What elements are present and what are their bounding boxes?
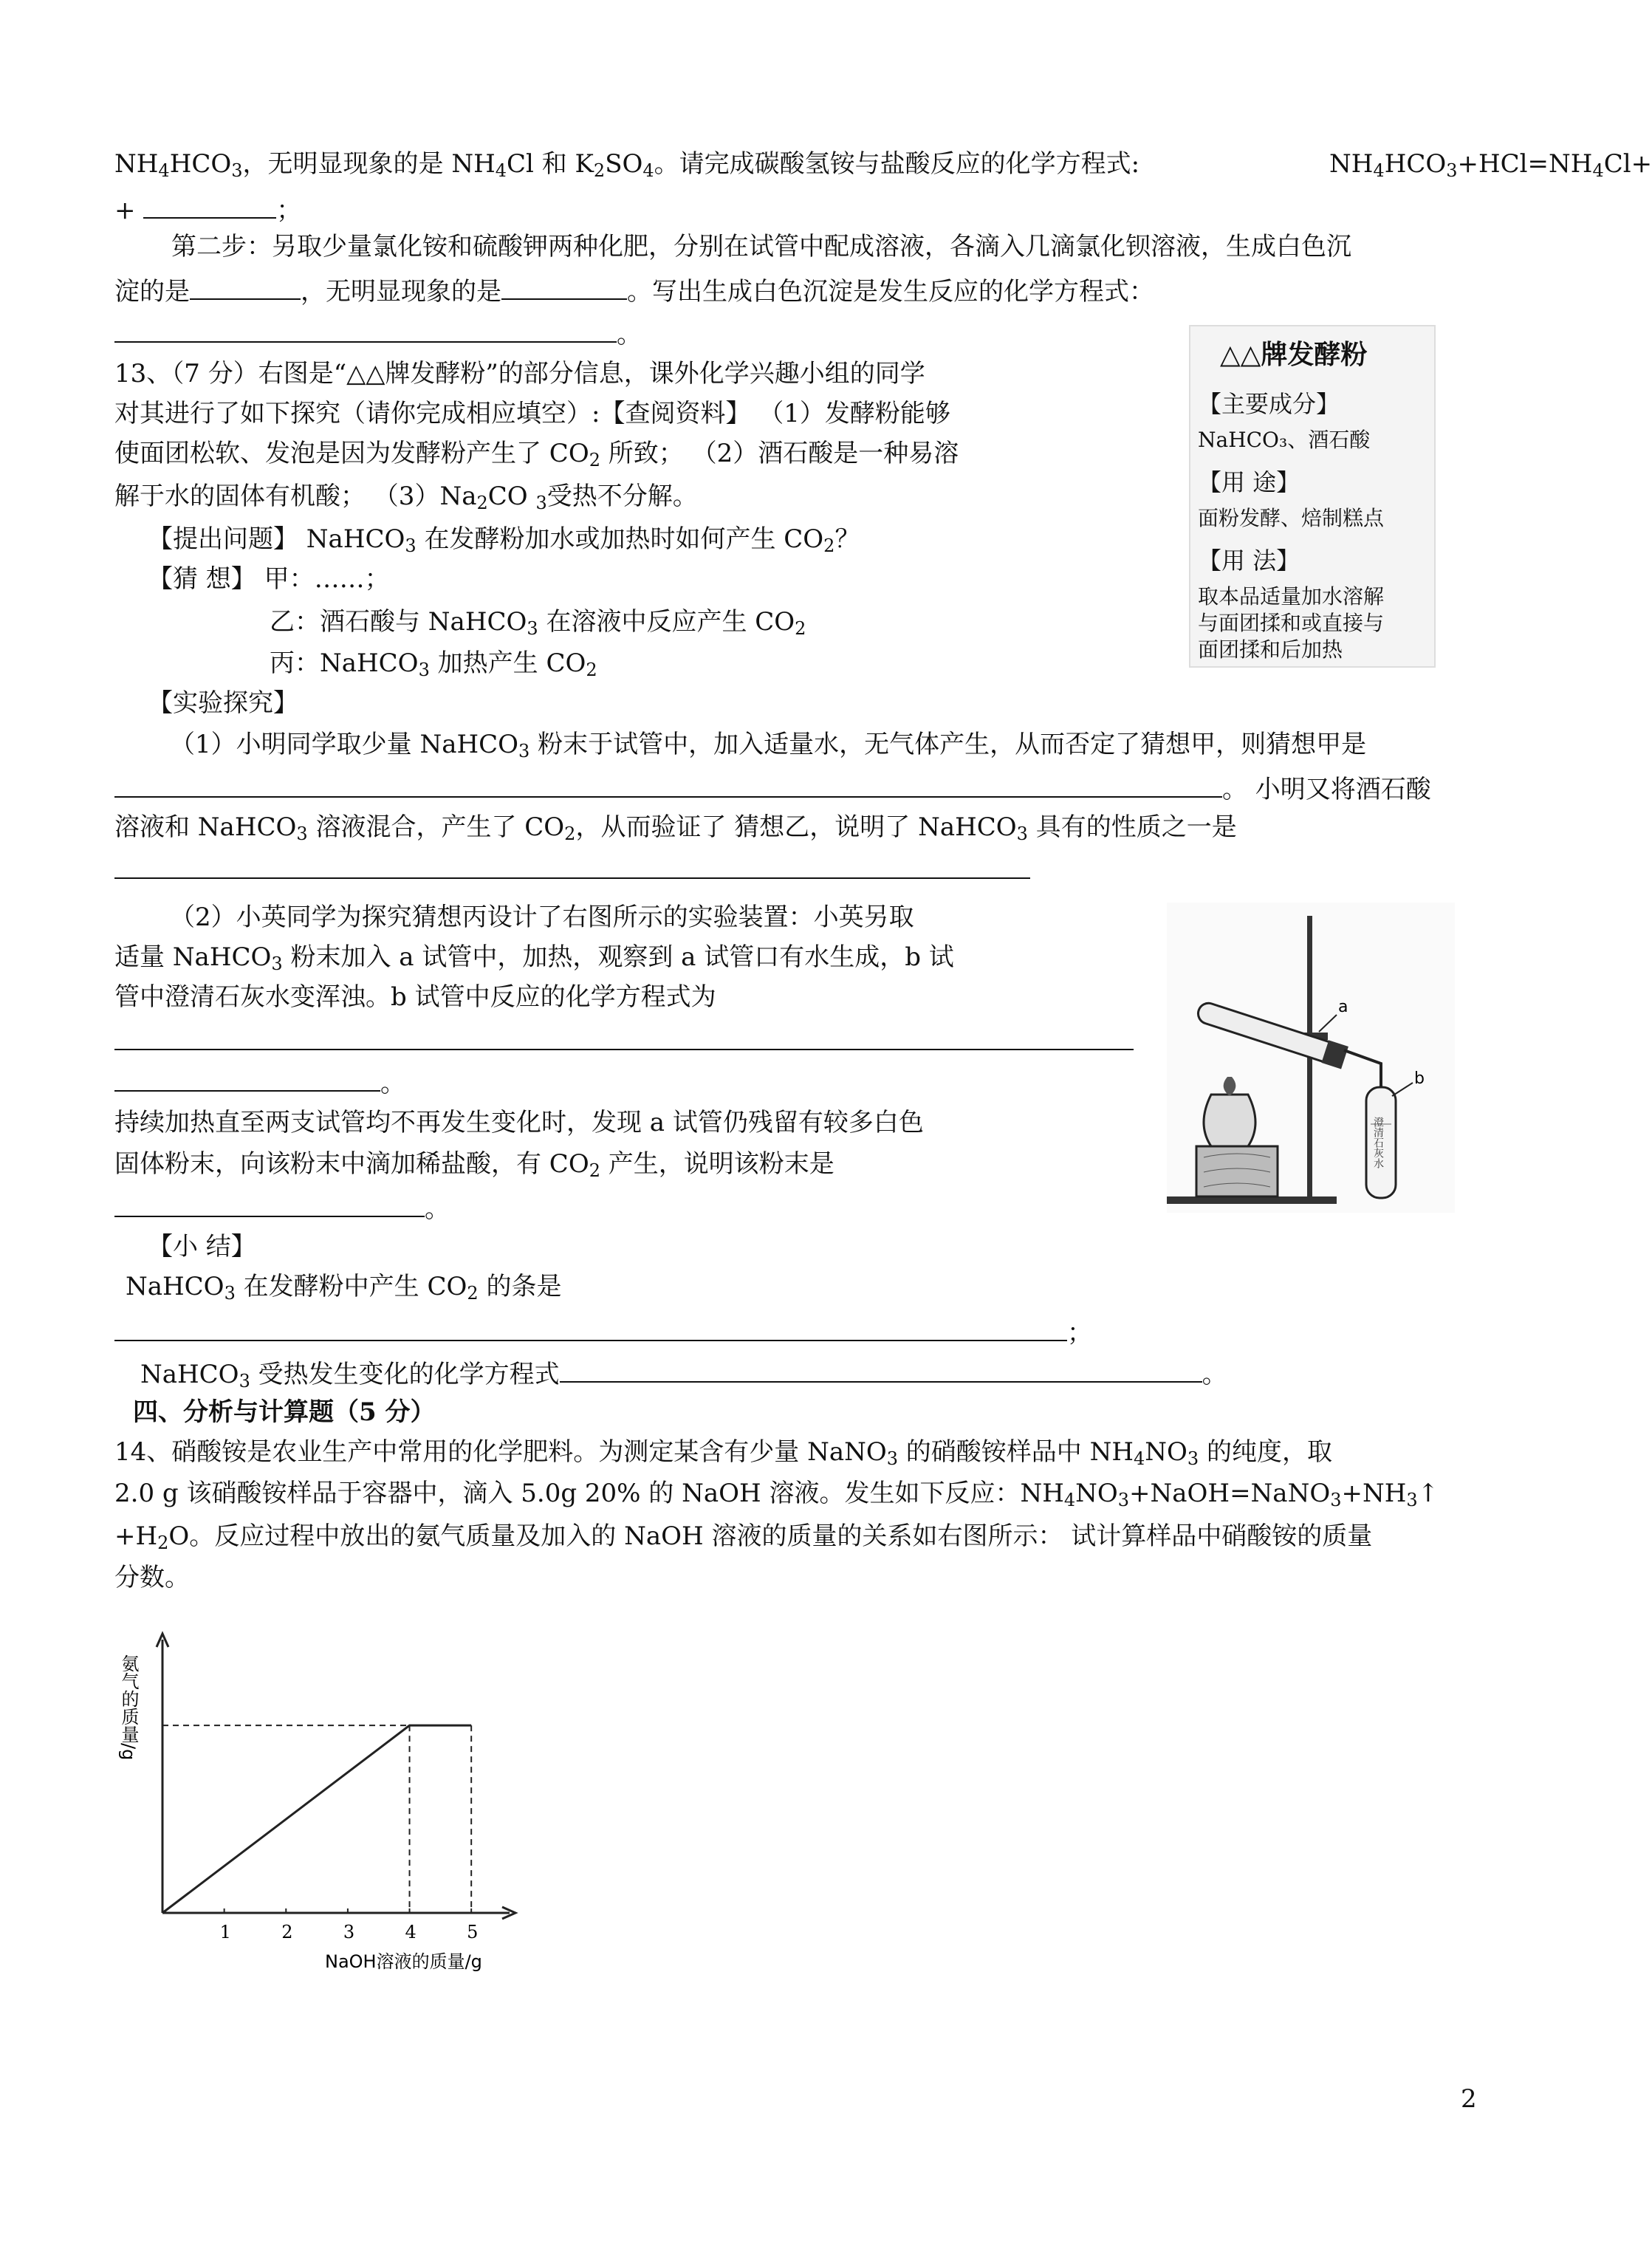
answer-blank[interactable] [114, 1189, 425, 1217]
q13-line25: NaHCO$_3$ 受热发生变化的化学方程式 。 [140, 1355, 1227, 1397]
answer-blank[interactable] [143, 191, 276, 219]
alcohol-lamp [1204, 1095, 1255, 1146]
answer-blank[interactable] [114, 1022, 1134, 1050]
page-number: 2 [1461, 2084, 1477, 2114]
q14-line4: 分数。 [114, 1563, 190, 1592]
q13-line15: 适量 NaHCO$_3$ 粉末加入 a 试管中，加热，观察到 a 试管口有水生成，b 试 [114, 942, 954, 974]
q13-line5: 【提出问题】 NaHCO$_3$ 在发酵粉加水或加热时如何产生 $CO_2$？ [148, 524, 860, 556]
q13-line1: 13、（7 分）右图是“△△牌发酵粉”的部分信息，课外化学兴趣小组的同学 [114, 359, 925, 388]
ammonia-chart-svg [103, 1625, 546, 1979]
answer-blank[interactable] [114, 1064, 380, 1092]
q13-line23: NaHCO$_3$ 在发酵粉中产生 $CO_2$ 的条是 [126, 1272, 562, 1304]
label-use: 面粉发酵、焙制糕点 [1198, 506, 1385, 530]
q13-line11: 。 小明又将酒石酸 [114, 770, 1431, 806]
q13-line16: 管中澄清石灰水变浑浊。b 试管中反应的化学方程式为 [114, 982, 716, 1012]
q13-line24: ； [114, 1313, 1092, 1349]
answer-blank[interactable] [190, 272, 301, 300]
label-b: b [1414, 1069, 1425, 1088]
answer-blank[interactable] [501, 272, 627, 300]
q12-step2-line3: 。 [114, 315, 642, 351]
q14-line3: $+H_2O$。反应过程中放出的氨气质量及加入的 NaOH 溶液的质量的关系如右图所示： 试计算样品中硝酸铵的质量 [114, 1521, 1373, 1553]
label-method-1: 取本品适量加水溶解 [1198, 584, 1385, 609]
y-axis-label: 氨气的质量/g [118, 1654, 139, 1761]
q13-line20: 固体粉末，向该粉末中滴加稀盐酸，有 $CO_2$ 产生，说明该粉末是 [114, 1149, 834, 1181]
label-method-3: 面团揉和后加热 [1198, 637, 1343, 662]
q13-line17 [114, 1022, 1134, 1058]
tube-b-text: 澄清石灰水 [1372, 1117, 1384, 1168]
apparatus-image [1167, 903, 1455, 1213]
q13-line2: 对其进行了如下探究（请你完成相应填空）:【查阅资料】 （1）发酵粉能够 [114, 399, 950, 428]
q13-line10: （1）小明同学取少量 NaHCO$_3$ 粉末于试管中，加入适量水，无气体产生，从而否定了猜想甲，则猜想甲是 [170, 730, 1367, 761]
label-title: △△牌发酵粉 [1220, 339, 1368, 370]
q13-line3: 使面团松软、发泡是因为发酵粉产生了 $CO_2$ 所致； （2）酒石酸是一种易溶 [114, 439, 959, 470]
series-line [162, 1725, 471, 1913]
q13-line6: 【猜 想】 甲：……； [148, 564, 390, 594]
flame [1224, 1077, 1236, 1096]
x-tick-label: 5 [467, 1922, 479, 1942]
x-tick-label: 2 [281, 1922, 293, 1942]
q13-line4: 解于水的固体有机酸； $(3)Na_2CO$ $_3$受热不分解。 [114, 482, 698, 513]
q13-line19: 持续加热直至两支试管均不再发生变化时，发现 a 试管仍残留有较多白色 [114, 1108, 924, 1137]
label-a: a [1338, 998, 1348, 1016]
answer-blank[interactable] [114, 315, 617, 343]
q13-line14: （2）小英同学为探究猜想丙设计了右图所示的实验装置：小英另取 [170, 903, 914, 932]
q13-line7: 乙：酒石酸与 NaHCO$_3$ 在溶液中反应产生 $CO_2$ [270, 607, 806, 639]
q12-line2: + ； [114, 191, 301, 227]
q13-line9: 【实验探究】 [148, 688, 298, 718]
x-tick-label: 1 [219, 1922, 231, 1942]
q12-step2-line2: 淀的是 ，无明显现象的是 。写出生成白色沉淀是发生反应的化学方程式： [114, 272, 1154, 308]
q13-line18: 。 [114, 1064, 405, 1100]
q12-line1: $NH_4HCO_3$，无明显现象的是 $NH_4Cl$ 和 $K_2SO_4$。请完成碳酸氢铵与盐酸反应的化学方程式: [114, 149, 1140, 181]
x-tick-label: 3 [343, 1922, 355, 1942]
x-axis-label: NaOH溶液的质量/g [325, 1951, 482, 1972]
q13-line12: 溶液和 NaHCO$_3$ 溶液混合，产生了 $CO_2$，从而验证了 猜想乙，说明了 NaHCO$_3$ 具有的性质之一是 [114, 812, 1237, 844]
apparatus-drawing [1167, 903, 1455, 1213]
q13-line8: 丙：NaHCO$_3$ 加热产生 $CO_2$ [270, 648, 597, 680]
q14-line2: 2.0 g 该硝酸铵样品于容器中，滴入 5.0g 20% 的 NaOH 溶液。发生如下反应：$NH_4NO_3+NaOH=NaNO_3+NH_3↑$ [114, 1479, 1439, 1510]
label-heading-ingredients: 【主要成分】 [1198, 390, 1340, 418]
label-method-2: 与面团揉和或直接与 [1198, 611, 1385, 635]
ammonia-chart [103, 1625, 546, 1979]
q12-line1-right: $NH_4HCO_3+HCl=NH_4Cl+$ [1329, 149, 1652, 181]
answer-blank[interactable] [560, 1355, 1202, 1383]
q12-step2-line1: 第二步：另取少量氯化铵和硫酸钾两种化肥，分别在试管中配成溶液，各滴入几滴氯化钡溶液，生成白色沉 [171, 232, 1351, 261]
q13-line21: 。 [114, 1189, 450, 1225]
product-label-image [1189, 325, 1436, 668]
answer-blank[interactable] [114, 851, 1030, 879]
answer-blank[interactable] [114, 770, 1222, 798]
section4-title: 四、分析与计算题（5 分） [133, 1397, 436, 1427]
q13-line13 [114, 851, 1030, 887]
q14-line1: 14、硝酸铵是农业生产中常用的化学肥料。为测定某含有少量 NaNO$_3$ 的硝酸铵样品中 $NH_4NO_3$ 的纯度，取 [114, 1437, 1333, 1469]
label-ingredients: NaHCO₃、酒石酸 [1198, 428, 1371, 452]
label-heading-use: 【用 途】 [1198, 468, 1300, 496]
q13-summary-heading: 【小 结】 [148, 1232, 256, 1261]
answer-blank[interactable] [114, 1313, 1067, 1341]
x-tick-label: 4 [405, 1922, 417, 1942]
label-heading-method: 【用 法】 [1198, 547, 1300, 575]
